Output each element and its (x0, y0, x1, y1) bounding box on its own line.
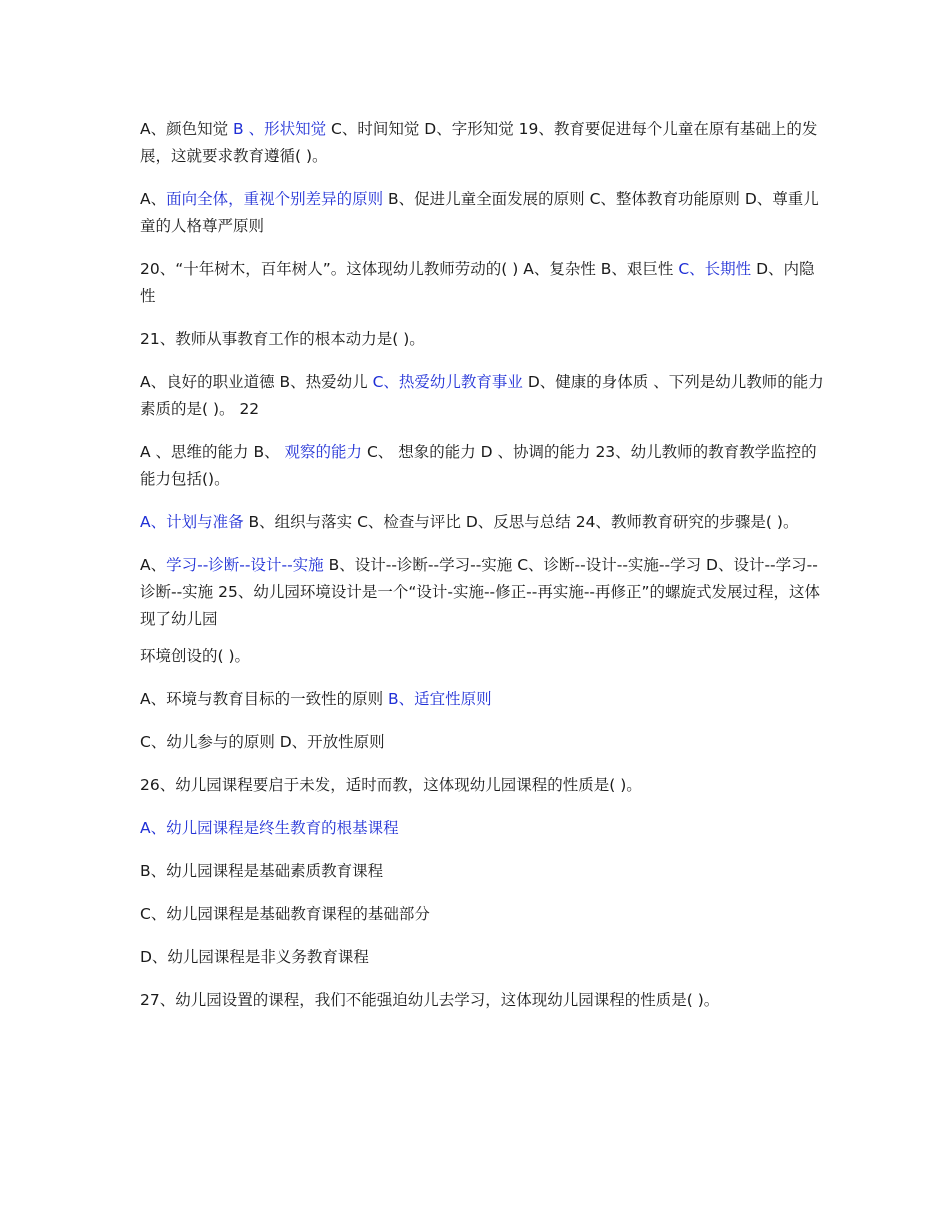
paragraph-q26-option-d (140, 944, 830, 971)
paragraph-q26-option-a (140, 815, 830, 842)
text-run: C、时间知觉 D、字形知觉 19、教育要促进每个儿童在原有基础上的发展，这就要求教育遵循( )。 (140, 120, 818, 165)
paragraph-q20 (140, 256, 830, 310)
text-run: D、健康的身体质 、下列是幼儿教师的能力素质的是( )。 22 (140, 373, 824, 418)
paragraph-q19-options (140, 186, 830, 240)
paragraph-q26 (140, 772, 830, 799)
paragraph-q21 (140, 326, 830, 353)
text-run: A、颜色知觉 (140, 120, 234, 138)
text-run: C、 想象的能力 D 、协调的能力 23、幼儿教师的教育教学监控的能力包括()。 (140, 443, 817, 488)
text-run: B、设计--诊断--学习--实施 C、诊断--设计--实施--学习 D、设计--学习--诊断--实施 25、幼儿园环境设计是一个“设计-实施--修正--再实施--再修正”的螺旋式发展过程，这体现了幼儿园 (140, 556, 821, 628)
text-run: A、良好的职业道德 B、热爱幼儿 (140, 373, 373, 391)
text-run: D、幼儿园课程是非义务教育课程 (140, 948, 369, 966)
paragraph-q18-options (140, 116, 830, 170)
text-run: 26、幼儿园课程要启于未发，适时而教，这体现幼儿园课程的性质是( )。 (140, 776, 642, 794)
paragraph-q21-options (140, 369, 830, 423)
answer-highlight: C、热爱幼儿教育事业 (372, 373, 523, 391)
answer-highlight: B、适宜性原则 (388, 690, 492, 708)
paragraph-q22-options (140, 439, 830, 493)
paragraph-q25-options-a (140, 686, 830, 713)
text-run: A 、思维的能力 B、 (140, 443, 285, 461)
answer-highlight: 观察的能力 (284, 443, 363, 461)
answer-highlight: 面向全体，重视个别差异的原则 (166, 190, 384, 208)
answer-highlight: B 、形状知觉 (233, 120, 327, 138)
text-run: 27、幼儿园设置的课程，我们不能强迫幼儿去学习，这体现幼儿园课程的性质是( )。 (140, 991, 720, 1009)
paragraph-q24-options (140, 552, 830, 633)
text-run: B、促进儿童全面发展的原则 C、整体教育功能原则 D、尊重儿童的人格尊严原则 (140, 190, 819, 235)
text-run: B、组织与落实 C、检查与评比 D、反思与总结 24、教师教育研究的步骤是( )。 (243, 513, 799, 531)
text-run: C、幼儿园课程是基础教育课程的基础部分 (140, 905, 430, 923)
answer-highlight: A、幼儿园课程是终生教育的根基课程 (140, 819, 399, 837)
text-run: 环境创设的( )。 (140, 647, 251, 665)
paragraph-q25-options-c (140, 729, 830, 756)
paragraph-q27 (140, 987, 830, 1014)
paragraph-q23-options (140, 509, 830, 536)
answer-highlight: C、长期性 (678, 260, 752, 278)
paragraph-q25-cont (140, 643, 830, 670)
text-run: 20、“十年树木，百年树人”。这体现幼儿教师劳动的( ) A、复杂性 B、艰巨性 (140, 260, 679, 278)
paragraph-q26-option-c (140, 901, 830, 928)
text-run: D、内隐性 (140, 260, 815, 305)
paragraph-q26-option-b (140, 858, 830, 885)
text-run: C、幼儿参与的原则 D、开放性原则 (140, 733, 385, 751)
answer-highlight: 学习--诊断--设计--实施 (166, 556, 324, 574)
text-run: 21、教师从事教育工作的根本动力是( )。 (140, 330, 425, 348)
text-run: A、环境与教育目标的一致性的原则 (140, 690, 389, 708)
text-run: B、幼儿园课程是基础素质教育课程 (140, 862, 384, 880)
text-run: A、 (140, 556, 167, 574)
answer-highlight: A、计划与准备 (140, 513, 244, 531)
document-page (140, 116, 830, 1030)
text-run: A、 (140, 190, 167, 208)
